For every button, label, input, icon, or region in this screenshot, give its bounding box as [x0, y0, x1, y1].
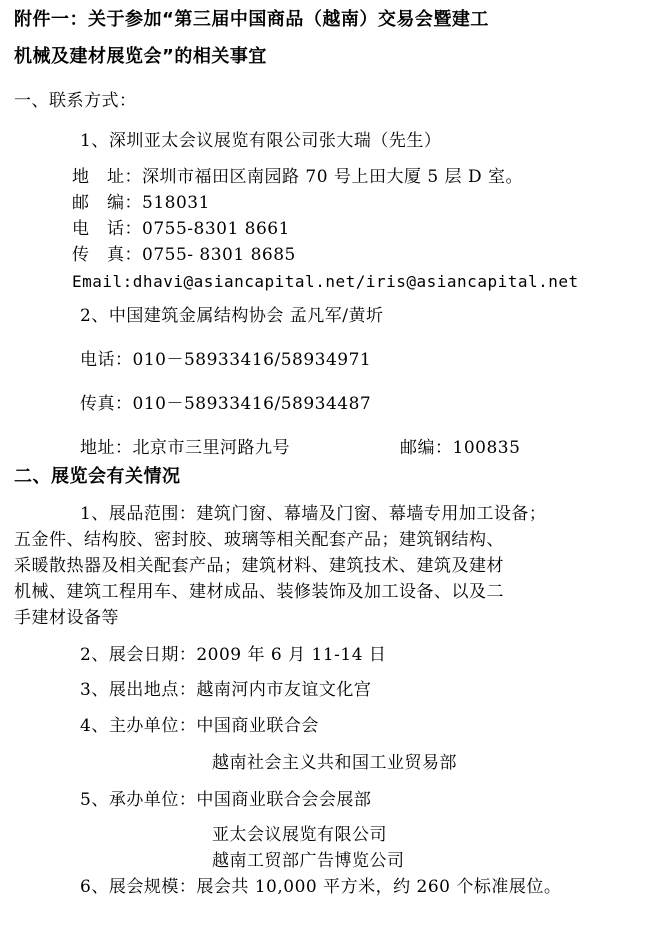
exhibition-date: 2、展会日期：2009 年 6 月 11-14 日: [80, 645, 387, 665]
contact-2-address: 地址：北京市三里河路九号: [80, 438, 290, 458]
contact-2-name: 2、中国建筑金属结构协会 孟凡军/黄圻: [80, 306, 384, 326]
contact-1-name: 1、深圳亚太会议展览有限公司张大瑞（先生）: [80, 131, 442, 151]
section-1-heading: 一、联系方式：: [14, 91, 137, 111]
contact-1-address: 地 址：深圳市福田区南园路 70 号上田大厦 5 层 D 室。: [72, 167, 523, 187]
contact-1-postcode: 邮 编：518031: [72, 193, 210, 213]
section-2-heading: 二、展览会有关情况: [14, 466, 181, 487]
scope-line-3: 采暖散热器及相关配套产品；建筑材料、建筑技术、建筑及建材: [14, 556, 504, 576]
scope-line-2: 五金件、结构胶、密封胶、玻璃等相关配套产品；建筑钢结构、: [14, 530, 504, 550]
undertaker-2: 亚太会议展览有限公司: [212, 825, 387, 845]
exhibition-venue: 3、展出地点：越南河内市友谊文化宫: [80, 680, 372, 700]
contact-2-fax: 传真：010－58933416/58934487: [80, 394, 372, 414]
contact-2-postcode: 邮编：100835: [400, 438, 521, 458]
contact-1-fax: 传 真：0755- 8301 8685: [72, 245, 296, 265]
contact-1-email: Email:dhavi@asiancapital.net/iris@asiancapital.net: [72, 272, 579, 291]
undertaker: 5、承办单位：中国商业联合会会展部: [80, 790, 372, 810]
exhibition-scale: 6、展会规模：展会共 10,000 平方米，约 260 个标准展位。: [80, 877, 562, 897]
contact-2-phone: 电话：010－58933416/58934971: [80, 350, 372, 370]
scope-line-1: 1、展品范围：建筑门窗、幕墙及门窗、幕墙专用加工设备；: [80, 504, 547, 524]
organizer: 4、主办单位：中国商业联合会: [80, 716, 319, 736]
scope-line-4: 机械、建筑工程用车、建材成品、装修装饰及加工设备、以及二: [14, 582, 504, 602]
title-line-1: 附件一：关于参加“第三届中国商品（越南）交易会暨建工: [14, 9, 489, 30]
scope-line-5: 手建材设备等: [14, 608, 119, 628]
undertaker-3: 越南工贸部广告博览公司: [212, 851, 405, 871]
title-line-2: 机械及建材展览会”的相关事宜: [14, 46, 267, 67]
contact-1-phone: 电 话：0755-8301 8661: [72, 219, 290, 239]
organizer-2: 越南社会主义共和国工业贸易部: [212, 753, 457, 773]
